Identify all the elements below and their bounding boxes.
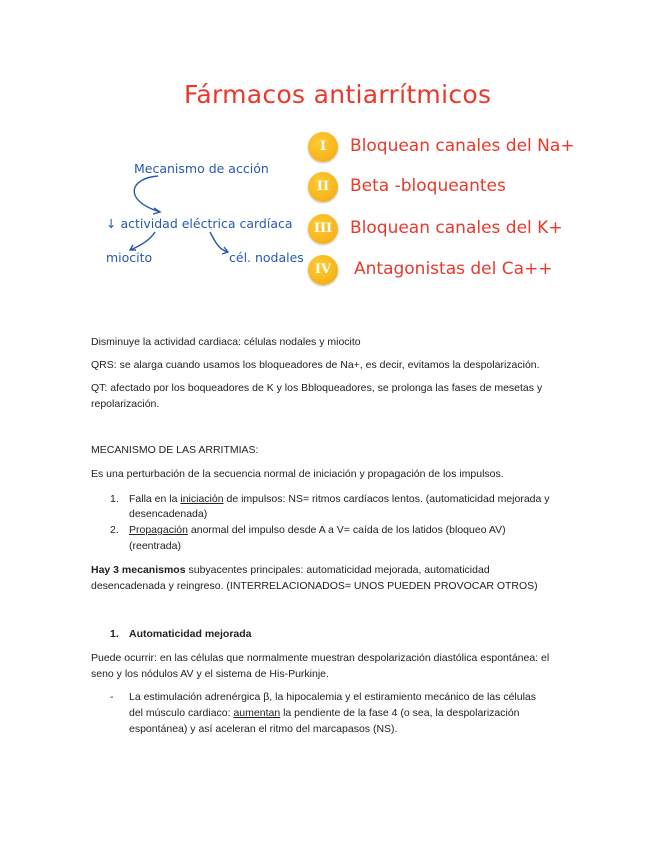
class-label-2: Beta -bloqueantes [350, 176, 506, 196]
paragraph-qt-line1: QT: afectado por los boqueadores de K y los Bbloqueadores, se prolonga las fases de mesetas y [91, 382, 543, 394]
class-label-1: Bloquean canales del Na+ [350, 136, 575, 156]
class-label-4: Antagonistas del Ca++ [354, 259, 553, 279]
class-badge-2: II [308, 172, 338, 202]
list-item-1-underlined: iniciación [180, 493, 224, 505]
list-item-1-line2: desencadenada) [129, 508, 208, 520]
list-item-2-post: anormal del impulso desde A a V= caída de los latidos (bloqueo AV) [187, 524, 506, 536]
bullet-dash: - [110, 691, 114, 703]
class-label-3: Bloquean canales del K+ [350, 218, 563, 238]
class-badge-1: I [308, 132, 338, 162]
bullet-line2-pre: del músculo cardiaco: [129, 707, 234, 719]
mechanism-main: ↓ actividad eléctrica cardíaca [106, 216, 293, 231]
mechanisms-line2: desencadenada y reingreso. (INTERRELACIONADOS= UNOS PUEDEN PROVOCAR OTROS) [91, 580, 538, 592]
arrow-to-main [134, 176, 160, 212]
mechanisms-line1 [91, 563, 490, 577]
mechanism-nodales: cél. nodales [229, 250, 304, 265]
list-item-1-pre: Falla en la [129, 493, 181, 505]
paragraph-qt-line2: repolarización. [91, 398, 160, 410]
mechanism-miocito: miocito [106, 250, 153, 265]
list-item-2-line2: (reentrada) [129, 540, 181, 552]
list-item-1-post: de impulsos: NS= ritmos cardíacos lentos. (automaticidad mejorada y [223, 493, 550, 505]
mechanisms-rest: subyacentes principales: automaticidad mejorada, automaticidad [185, 564, 490, 576]
paragraph-automaticity-line1: Puede ocurrir: en las células que normalmente muestran despolarización diastólica espontánea: el [91, 652, 550, 664]
arrow-to-miocito [130, 232, 155, 250]
bullet-line2-underlined: aumentan [233, 707, 281, 719]
class-badge-4: IV [308, 255, 338, 285]
subheading-automaticity: Automaticidad mejorada [129, 628, 252, 640]
subheading-number: 1. [110, 628, 119, 640]
list-item-2-underlined: Propagación [129, 524, 188, 536]
class-badge-3: III [308, 214, 338, 244]
list-number-1: 1. [110, 493, 119, 505]
paragraph-1: Disminuye la actividad cardiaca: células nodales y miocito [91, 336, 361, 348]
list-item-2-line1 [129, 523, 506, 537]
list-item-1-line1 [129, 492, 550, 506]
paragraph-qrs: QRS: se alarga cuando usamos los bloqueadores de Na+, es decir, evitamos la despolarización. [91, 359, 540, 371]
bullet-line2 [129, 706, 520, 720]
paragraph-automaticity-line2: seno y los nódulos AV y el sistema de His-Purkinje. [91, 668, 329, 680]
mechanisms-bold: Hay 3 mecanismos [91, 564, 186, 576]
figure-title: Fármacos antiarrítmicos [184, 80, 492, 109]
section-heading: MECANISMO DE LAS ARRITMIAS: [91, 444, 259, 456]
mechanism-title: Mecanismo de acción [134, 161, 269, 176]
bullet-line1: La estimulación adrenérgica β, la hipocalemia y el estiramiento mecánico de las células [129, 691, 536, 703]
bullet-line3: espontánea) y así aceleran el ritmo del marcapasos (NS). [129, 723, 398, 735]
paragraph-perturbation: Es una perturbación de la secuencia normal de iniciación y propagación de los impulsos. [91, 468, 504, 480]
bullet-line2-post: la pendiente de la fase 4 (o sea, la despolarización [280, 707, 520, 719]
list-number-2: 2. [110, 524, 119, 536]
